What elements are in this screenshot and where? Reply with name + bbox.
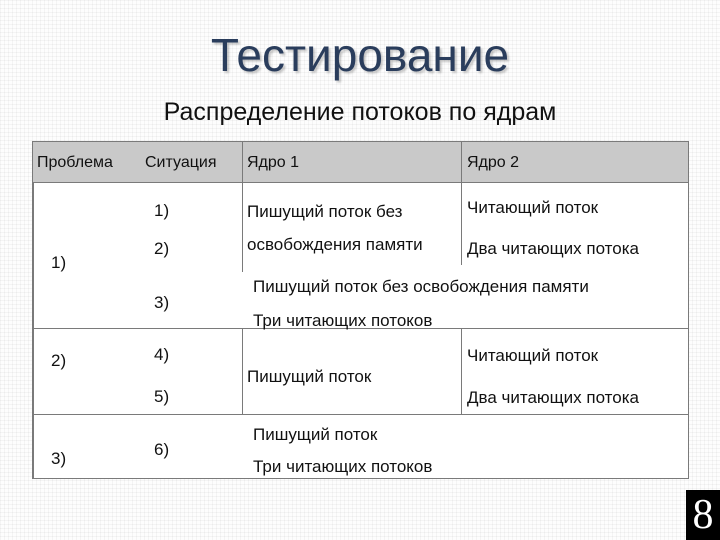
- situation-label: 2): [154, 239, 170, 258]
- column-divider: [33, 182, 34, 478]
- column-divider: [242, 142, 243, 272]
- thread-distribution-table: [32, 141, 689, 479]
- table-header-row: [33, 142, 688, 183]
- header-core1: Ядро 1: [247, 154, 300, 171]
- cell-merged: Три читающих потоков: [253, 457, 433, 476]
- problem-label: 1): [51, 253, 67, 272]
- header-situation: Ситуация: [145, 154, 217, 171]
- header-core2: Ядро 2: [467, 154, 520, 171]
- cell-core1: Пишущий поток без: [247, 202, 403, 221]
- cell-core1: Пишущий поток: [247, 367, 372, 386]
- column-divider: [461, 328, 462, 414]
- slide-title: Тестирование: [210, 29, 510, 81]
- situation-label: 1): [154, 201, 170, 220]
- row-divider: [33, 414, 688, 415]
- situation-label: 3): [154, 293, 170, 312]
- slide-number: 8: [686, 490, 720, 540]
- cell-core2: Два читающих потока: [467, 239, 639, 258]
- cell-core2: Читающий поток: [467, 346, 599, 365]
- cell-merged: Пишущий поток: [253, 425, 378, 444]
- column-divider: [461, 142, 462, 265]
- cell-core1: освобождения памяти: [247, 235, 423, 254]
- cell-core2: Читающий поток: [467, 198, 599, 217]
- cell-merged: Пишущий поток без освобождения памяти: [253, 277, 589, 296]
- problem-label: 3): [51, 449, 67, 468]
- header-problem: Проблема: [37, 154, 113, 171]
- situation-label: 4): [154, 345, 170, 364]
- situation-label: 5): [154, 387, 170, 406]
- problem-label: 2): [51, 351, 67, 370]
- cell-core2: Два читающих потока: [467, 388, 639, 407]
- situation-label: 6): [154, 440, 170, 459]
- cell-merged: Три читающих потоков: [253, 311, 433, 330]
- slide-subtitle: Распределение потоков по ядрам: [163, 98, 557, 126]
- column-divider: [242, 328, 243, 414]
